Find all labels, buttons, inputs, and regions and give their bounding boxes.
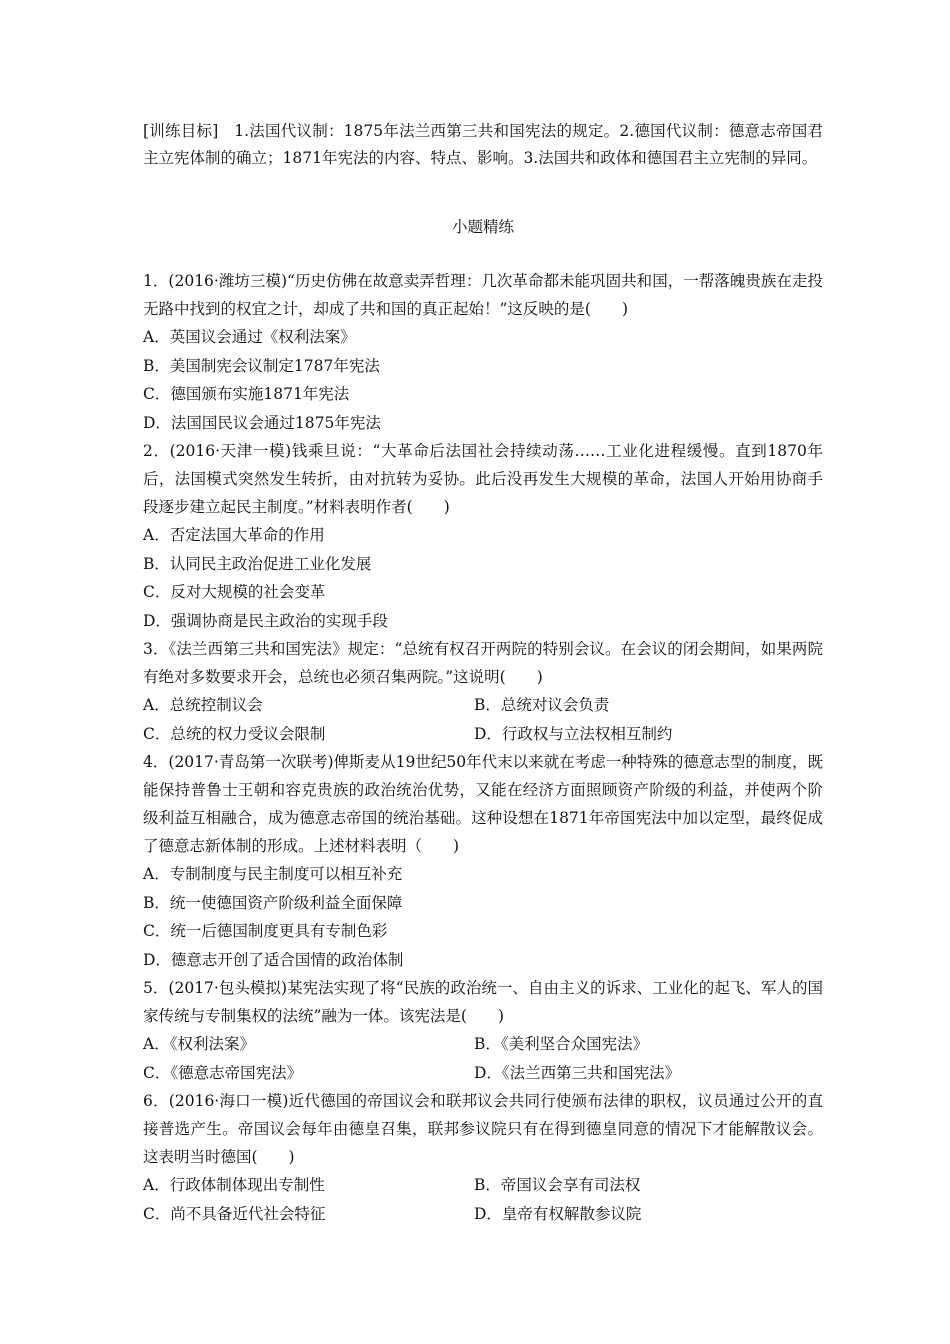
option-d: D．德意志开创了适合国情的政治体制 <box>143 950 404 969</box>
option-row <box>143 1030 823 1059</box>
question-6 <box>143 1087 823 1228</box>
training-goal: [训练目标] 1.法国代议制：1875年法兰西第三共和国宪法的规定。2.德国代议制：德意志帝国君主立宪体制的确立；1871年宪法的内容、特点、影响。3.法国共和政体和德国君主立宪制的异同。 <box>143 122 823 167</box>
question-3 <box>143 635 823 748</box>
option-a: A．《权利法案》 <box>143 1035 255 1053</box>
option-b: B．总统对议会负责 <box>474 696 610 714</box>
question-stem: 1．(2016·潍坊三模)“历史仿佛在故意卖弄哲理：几次革命都未能巩固共和国，一帮落魄贵族在走投无路中找到的权宜之计，却成了共和国的真正起始！”这反映的是( ) <box>143 272 823 318</box>
question-1 <box>143 267 823 437</box>
question-stem: 4．(2017·青岛第一次联考)俾斯麦从19世纪50年代末以来就在考虑一种特殊的德意志型的制度，既能保持普鲁士王朝和容克贵族的政治统治优势，又能在经济方面照顾资产阶级的利益，并使两个阶级利益互相融合，成为德意志帝国的统治基础。这种设想在1871年帝国宪法中加以定型，最终促成了德意志新体制的形成。上述材料表明（ ) <box>143 753 823 855</box>
question-stem: 3．《法兰西第三共和国宪法》规定：“总统有权召开两院的特别会议。在会议的闭会期间，如果两院有绝对多数要求开会，总统也必须召集两院。”这说明( ) <box>143 640 823 686</box>
option-d: D．强调协商是民主政治的实现手段 <box>143 611 388 630</box>
option-a: A．行政体制体现出专制性 <box>143 1176 325 1194</box>
option-d: D．行政权与立法权相互制约 <box>474 724 673 743</box>
option-row <box>143 720 823 749</box>
option-d: D．皇帝有权解散参议院 <box>474 1204 642 1223</box>
option-row <box>143 1059 823 1088</box>
option-c: C．总统的权力受议会限制 <box>143 724 326 743</box>
option-a: A．英国议会通过《权利法案》 <box>143 328 356 346</box>
option-c: C．统一后德国制度更具有专制色彩 <box>143 922 388 940</box>
question-5 <box>143 974 823 1087</box>
option-c: C．尚不具备近代社会特征 <box>143 1204 326 1223</box>
question-stem: 2．(2016·天津一模)钱乘旦说：“大革命后法国社会持续动荡……工业化进程缓慢。直到1870年后，法国模式突然发生转折，由对抗转为妥协。此后没再发生大规模的革命，法国人开始用协商手段逐步建立起民主制度。”材料表明作者( ) <box>143 442 823 516</box>
option-a: A．专制制度与民主制度可以相互补充 <box>143 865 403 883</box>
option-b: B．《美利坚合众国宪法》 <box>474 1035 649 1053</box>
option-d: D．法国国民议会通过1875年宪法 <box>143 413 381 432</box>
question-stem: 5．(2017·包头模拟)某宪法实现了将“民族的政治统一、自由主义的诉求、工业化的起飞、军人的国家传统与专制集权的法统”融为一体。该宪法是( ) <box>143 979 823 1025</box>
option-b: B．统一使德国资产阶级利益全面保障 <box>143 893 403 912</box>
option-c: C．反对大规模的社会变革 <box>143 583 326 601</box>
option-b: B．美国制宪会议制定1787年宪法 <box>143 356 380 375</box>
document-page <box>143 118 823 1228</box>
option-a: A．否定法国大革命的作用 <box>143 526 325 544</box>
option-row <box>143 691 823 720</box>
question-stem: 6．(2016·海口一模)近代德国的帝国议会和联邦议会共同行使颁布法律的职权，议员通过公开的直接普选产生。帝国议会每年由德皇召集，联邦参议院只有在得到德皇同意的情况下才能解散议会。这表明当时德国( ) <box>143 1092 823 1166</box>
option-b: B．帝国议会享有司法权 <box>474 1176 641 1194</box>
option-a: A．总统控制议会 <box>143 696 263 714</box>
section-title: 小题精练 <box>451 218 514 236</box>
question-2 <box>143 437 823 635</box>
option-b: B．认同民主政治促进工业化发展 <box>143 554 372 573</box>
option-row <box>143 1171 823 1200</box>
option-row <box>143 1200 823 1229</box>
option-d: D．《法兰西第三共和国宪法》 <box>474 1063 681 1082</box>
option-c: C．德国颁布实施1871年宪法 <box>143 385 350 403</box>
question-4 <box>143 748 823 974</box>
option-c: C．《德意志帝国宪法》 <box>143 1063 303 1082</box>
